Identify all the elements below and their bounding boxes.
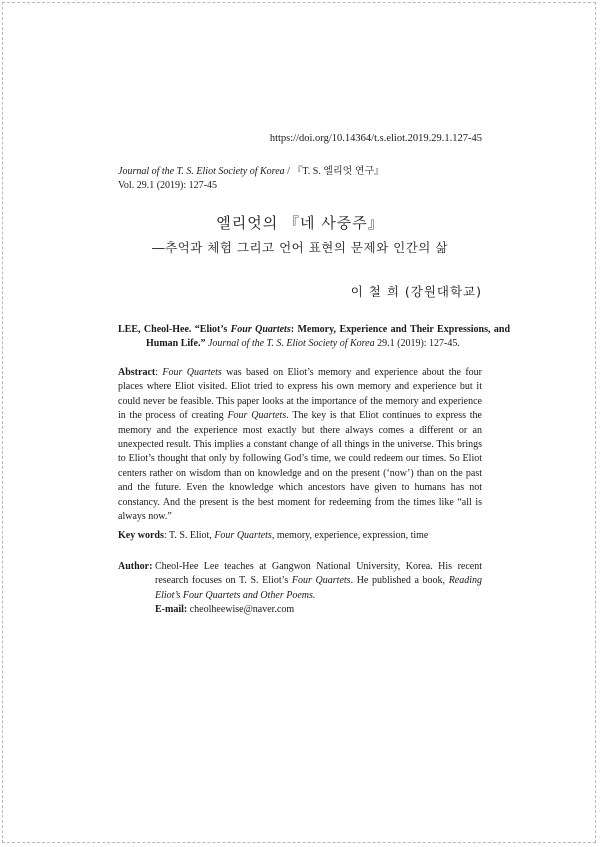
citation-title-open: “Eliot’s (191, 324, 231, 335)
doi-link[interactable]: https://doi.org/10.14364/t.s.eliot.2019.29.1.127-45 (269, 133, 482, 144)
abstract-italic-1: Four Quartets (162, 367, 222, 378)
email-label: E-mail: (155, 604, 188, 616)
abstract-italic-2: Four Quartets (227, 410, 287, 422)
author-note-label: Author: (118, 561, 153, 572)
author-note-body (155, 560, 482, 618)
journal-volume: Vol. 29.1 (2019): 127-45 (118, 180, 217, 191)
citation-journal: Journal of the T. S. Eliot Society of Korea (205, 338, 375, 350)
author-note-italic-2: Reading Eliot’s Four Quartets and Other Poems. (155, 575, 483, 601)
paper-title: 엘리엇의 『네 사중주』 (216, 214, 384, 232)
journal-separator: / (284, 166, 293, 177)
author-note (118, 560, 482, 618)
email-line (155, 603, 482, 617)
abstract: Abstract: Four Quartets was based on Eliot’s memory and experience about the four places where Eliot visited. Eliot tried to express his own memory and experience but it could never be feasible. This paper looks at the importance of the memory and experience in the process of creating Four Quartets. The key is that Eliot continues to express the memory and the experience most exactly but there always comes a different or an unexpected result. This implies a constant change of all things in the universe. This brings to Eliot’s thought that only by following God’s time, we could redeem our times. So Eliot centers rather on wisdom than on knowledge and on the present (‘now’) than on the past and the future. Even the knowledge which ancestors have given to humans has not constancy. And the present is the best moment for redeeming from the times like “all is always now.” (118, 367, 483, 523)
abstract-text-1: was based on Eliot’s memory and experience about the four places where Eliot visited. Eliot tried to express his own memory and experience but it could never be feasible. This paper looks at the importance of the memory and experience in the process of creating (118, 367, 483, 422)
paper-subtitle: ―추억과 체험 그리고 언어 표현의 문제와 인간의 삶 (152, 240, 448, 255)
author-note-italic-1: Four Quartets (291, 575, 351, 587)
keywords: Key words: T. S. Eliot, Four Quartets, memory, experience, expression, time (118, 530, 429, 541)
author-korean: 이 철 희 (강원대학교) (350, 284, 482, 299)
abstract-text-2: . The key is that Eliot continues to express the memory and the experience most exactly but there always comes a different or an unexpected result. This implies a constant change of all things in the universe. This brings to Eliot’s thought that only by following God’s time, we could redeem our times. So Eliot centers rather on wisdom than on knowledge and on the present (‘now’) than on the past and the future. Even the knowledge which ancestors have given to humans has not constancy. And the present is the best moment for redeeming from the times like “all is always now.” (118, 410, 482, 523)
keywords-label: Key words (118, 530, 164, 541)
citation (118, 323, 510, 352)
journal-line (118, 165, 384, 179)
keywords-text-1: T. S. Eliot, (168, 530, 215, 541)
journal-korean-name: 『T. S. 엘리엇 연구』 (292, 166, 385, 177)
keywords-italic: Four Quartets (214, 530, 272, 541)
journal-name: Journal of the T. S. Eliot Society of Korea (118, 166, 285, 177)
journal-info (118, 165, 384, 193)
citation-title-italic: Four Quartets (230, 324, 291, 335)
author-row (118, 560, 482, 618)
keywords-text-2: , memory, experience, expression, time (271, 530, 429, 541)
abstract-label: Abstract (118, 367, 156, 378)
citation-tail: 29.1 (2019): 127-45. (374, 338, 460, 350)
email-address[interactable]: cheolheewise@naver.com (189, 604, 295, 616)
author-note-text-2: . He published a book, (350, 575, 449, 587)
citation-author: LEE, Cheol-Hee. (118, 324, 192, 335)
author-note-text-1: Cheol-Hee Lee teaches at Gangwon National University, Korea. His recent research focuses on T. S. Eliot’s (155, 561, 482, 587)
citation-title-rest: : Memory, Experience and Their Expressions, and Human Life.” (146, 324, 511, 350)
